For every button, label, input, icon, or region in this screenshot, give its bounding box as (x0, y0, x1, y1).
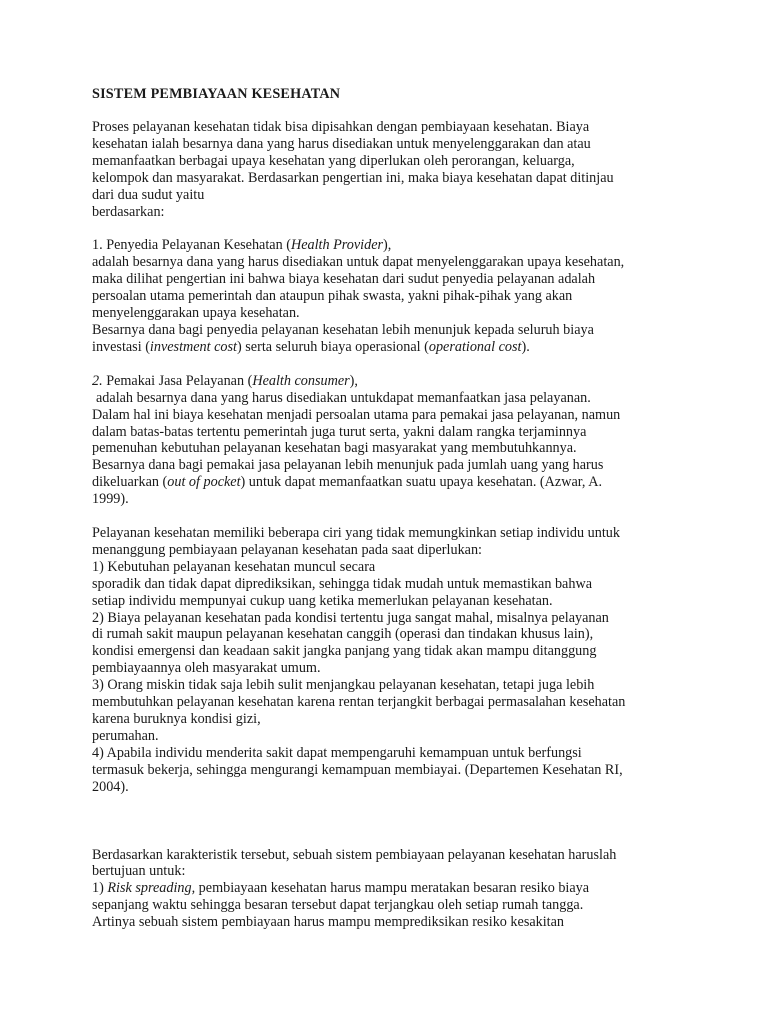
text-line: adalah besarnya dana yang harus disediakan untukdapat memanfaatkan jasa pelayanan. (96, 389, 591, 406)
out-of-pocket-line (92, 474, 708, 491)
risk-spreading-term: Risk spreading, (107, 880, 196, 897)
text-run: ). (521, 338, 530, 355)
document-title: SISTEM PEMBIAYAAN KESEHATAN (92, 86, 341, 102)
text-line: bertujuan untuk: (92, 863, 186, 880)
text-line: maka dilihat pengertian ini bahwa biaya kesehatan dari sudut penyedia pelayanan adalah (92, 271, 596, 288)
text-line: adalah besarnya dana yang harus disediakan untuk dapat menyelenggarakan upaya kesehatan, (92, 254, 625, 271)
text-line: perumahan. (92, 727, 159, 744)
consumer-heading-italic: Health consumer (252, 372, 350, 389)
text-line: kesehatan ialah besarnya dana yang harus disediakan untuk menyelenggarakan dan atau (92, 135, 591, 152)
risk-spreading-line (92, 880, 708, 897)
consumer-heading-suffix: ), (349, 372, 358, 389)
consumer-heading (92, 373, 708, 390)
provider-section (92, 237, 708, 355)
text-line: 1999). (92, 491, 129, 508)
text-run: 1) (92, 880, 108, 897)
section-spacer (92, 813, 708, 847)
text-line: 4) Apabila individu menderita sakit dapat mempengaruhi kemampuan untuk berfungsi (92, 744, 582, 761)
out-of-pocket-term: out of pocket (167, 474, 241, 491)
text-line: membutuhkan pelayanan kesehatan karena rentan terjangkit berbagai permasalahan kesehatan (92, 694, 626, 711)
intro-paragraph (92, 119, 708, 220)
consumer-section (92, 373, 708, 508)
text-line: sporadik dan tidak dapat diprediksikan, sehingga tidak mudah untuk memastikan bahwa (92, 575, 592, 592)
text-line: berdasarkan: (92, 203, 165, 220)
text-line: Berdasarkan karakteristik tersebut, sebuah sistem pembiayaan pelayanan kesehatan haruslah (92, 846, 617, 863)
text-line: pemenuhan kebutuhan pelayanan kesehatan bagi masyarakat yang membutuhkannya. (92, 440, 577, 457)
text-line: di rumah sakit maupun pelayanan kesehatan canggih (operasi dan tindakan khusus lain), (92, 626, 594, 643)
text-line: termasuk bekerja, sehingga mengurangi kemampuan membiayai. (Departemen Kesehatan RI, (92, 761, 623, 778)
text-line: sepanjang waktu sehingga besaran tersebut dapat terjangkau oleh setiap rumah tangga. (92, 897, 584, 914)
text-run: pembiayaan kesehatan harus mampu meratakan besaran resiko biaya (195, 880, 590, 897)
provider-heading-suffix: ), (383, 237, 392, 254)
text-run: dikeluarkan ( (92, 474, 168, 491)
text-run: investasi ( (92, 338, 150, 355)
text-line: Proses pelayanan kesehatan tidak bisa dipisahkan dengan pembiayaan kesehatan. Biaya (92, 119, 590, 135)
provider-heading-prefix: 1. Penyedia Pelayanan Kesehatan ( (92, 237, 291, 254)
text-line: 2) Biaya pelayanan kesehatan pada kondisi tertentu juga sangat mahal, misalnya pelayanan (92, 609, 609, 626)
text-line: persoalan utama pemerintah dan ataupun pihak swasta, yakni pihak-pihak yang akan (92, 288, 573, 305)
text-line: kondisi emergensi dan keadaan sakit jangka panjang yang tidak akan mampu ditanggung (92, 643, 597, 660)
text-line: kelompok dan masyarakat. Berdasarkan pengertian ini, maka biaya kesehatan dapat ditinjau (92, 169, 614, 186)
text-line: dari dua sudut yaitu (92, 186, 205, 203)
text-line: Besarnya dana bagi pemakai jasa pelayanan lebih menunjuk pada jumlah uang yang harus (92, 457, 604, 474)
consumer-heading-prefix: Pemakai Jasa Pelayanan ( (102, 372, 253, 389)
text-line: Dalam hal ini biaya kesehatan menjadi persoalan utama para pemakai jasa pelayanan, namun (92, 406, 621, 423)
text-line: 2004). (92, 778, 129, 795)
text-line: menyelenggarakan upaya kesehatan. (92, 305, 300, 322)
text-line: dalam batas-batas tertentu pemerintah juga turut serta, yakni dalam rangka terjaminnya (92, 423, 587, 440)
text-line: Artinya sebuah sistem pembiayaan harus mampu memprediksikan resiko kesakitan (92, 914, 565, 931)
text-run: ) untuk dapat memanfaatkan suatu upaya kesehatan. (Azwar, A. (240, 474, 602, 491)
text-line: Pelayanan kesehatan memiliki beberapa ciri yang tidak memungkinkan setiap individu untuk (92, 525, 620, 542)
text-line: pembiayaannya oleh masyarakat umum. (92, 660, 321, 677)
text-line: memanfaatkan berbagai upaya kesehatan yang diperlukan oleh perorangan, keluarga, (92, 152, 575, 169)
consumer-heading-number: 2. (92, 372, 103, 389)
operational-cost-term: operational cost (428, 338, 522, 355)
investment-cost-term: investment cost (149, 338, 237, 355)
text-run: ) serta seluruh biaya operasional ( (237, 338, 429, 355)
provider-cost-line (92, 339, 708, 356)
goals-section (92, 847, 708, 932)
text-line: Besarnya dana bagi penyedia pelayanan kesehatan lebih menunjuk kepada seluruh biaya (92, 321, 594, 338)
text-line: karena buruknya kondisi gizi, (92, 711, 261, 727)
characteristics-section (92, 525, 708, 796)
text-line: 1) Kebutuhan pelayanan kesehatan muncul secara (92, 558, 376, 575)
provider-heading-italic: Health Provider (290, 237, 384, 254)
text-line: setiap individu mempunyai cukup uang ketika memerlukan pelayanan kesehatan. (92, 592, 553, 609)
text-line: 3) Orang miskin tidak saja lebih sulit menjangkau pelayanan kesehatan, tetapi juga lebih (92, 677, 595, 694)
provider-heading (92, 237, 708, 254)
text-line: menanggung pembiayaan pelayanan kesehatan pada saat diperlukan: (92, 541, 482, 558)
